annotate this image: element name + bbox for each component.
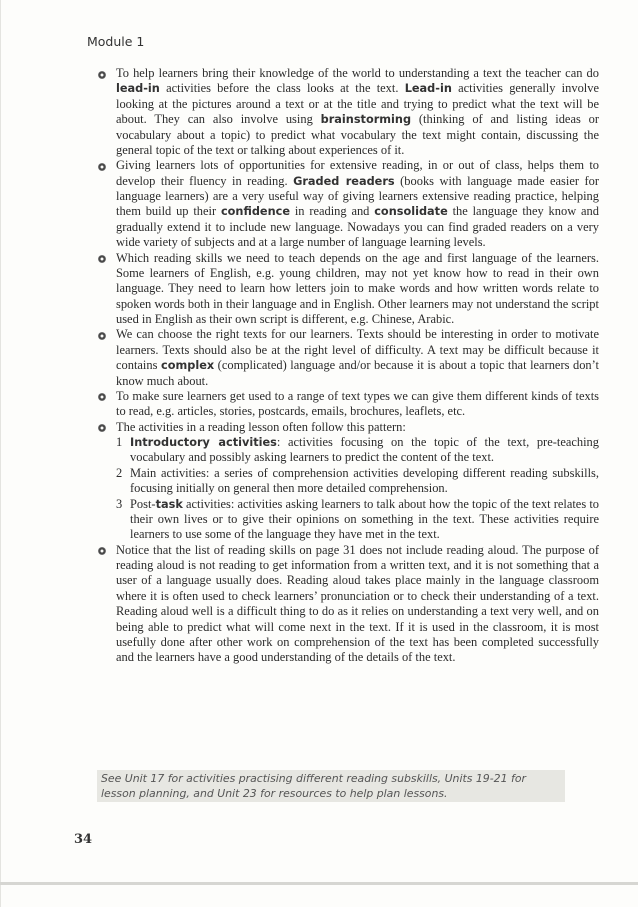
key-term: complex [161, 359, 215, 373]
bullet-icon [98, 393, 106, 401]
list-item [97, 420, 599, 543]
text-run: Giving learners lots of opportunities for extensive reading, in or out of class, helps them to develop their fluency in reading. [116, 158, 599, 188]
text-run: Main activities: a series of comprehension activities developing different reading subskills, focusing initially on general then more detailed comprehension. [130, 465, 599, 496]
bullet-text [116, 420, 599, 435]
bullet-icon [98, 547, 106, 555]
text-run: (complicated) language and/or because it is about a topic that learners don’t know much about. [116, 358, 599, 388]
text-run: To make sure learners get used to a range of text types we can give them different kinds of texts to read, e.g. articles, stories, postcards, emails, brochures, leaflets, etc. [116, 388, 599, 419]
page-body [97, 66, 599, 666]
bullet-text [116, 327, 599, 389]
text-run: activities: activities asking learners to talk about how the topic of the text relates to their own lives or to give their opinions on something in the text. These activities require learners to use some of the language they have met in the text. [130, 496, 599, 542]
item-number: 1 [116, 435, 123, 449]
text-run: the language they know and gradually extend it to include new language. Nowadays you can find graded readers on a very wide variety of subjects and at a large number of language learning levels. [116, 204, 599, 250]
list-item [97, 327, 599, 389]
numbered-item [116, 435, 599, 466]
text-run: : activities focusing on the topic of the text, pre-teaching vocabulary and possibly asking learners to predict the content of the text. [130, 435, 599, 465]
text-run: (thinking of and listing ideas or vocabulary about a topic) to predict what vocabulary the text might contain, discussing the general topic of the text or talking about experiences of it. [116, 112, 599, 157]
text-run: (books with language made easier for language learners) are a very useful way of giving learners extensive reading practice, helping them build up their [116, 173, 599, 219]
text-run: Which reading skills we need to teach depends on the age and first language of the learners. Some learners of English, e.g. young children, may not yet know how to read in their own language. They need to learn how letters join to make words and how written words relate to spoken words both in their language and in English. Other learners may not understand the script used in English as their own script is different, e.g. Chinese, Arabic. [116, 250, 599, 326]
text-run: in reading and [290, 204, 375, 219]
item-text [130, 435, 599, 464]
key-term: task [155, 497, 183, 511]
text-run: We can choose the right texts for our learners. Texts should be interesting in order to motivate learners. Texts should also be at the right level of difficulty. A text may be difficult because it contains [116, 327, 599, 373]
bullet-icon [98, 71, 106, 79]
bullet-icon [98, 424, 106, 432]
bullet-icon [98, 332, 106, 340]
key-term: brainstorming [320, 113, 412, 127]
item-number: 3 [116, 496, 123, 511]
key-term: Lead-in [404, 82, 452, 96]
bullet-list [97, 66, 599, 666]
key-term: confidence [220, 205, 290, 219]
item-text [130, 466, 599, 495]
text-run: Notice that the list of reading skills on page 31 does not include reading aloud. The purpose of reading aloud is not reading to get information from a written text, and it is not something that a user of a language usually does. Reading aloud takes place mainly in the language classroom where it is often used to check learners’ pronunciation or to check their understanding of a text. Reading aloud well is a difficult thing to do as it relies on understanding a text very well, and on being able to predict what will come next in the text. If it is used in the classroom, it is most usefully done after other work on comprehension of the text has been completed successfully and the learners have a good understanding of the details of the text. [116, 542, 599, 665]
list-item [97, 158, 599, 250]
page-number: 34 [74, 832, 93, 847]
numbered-item [116, 466, 599, 497]
numbered-item [116, 497, 599, 543]
list-item [97, 389, 599, 420]
bullet-text [116, 389, 599, 420]
list-item [97, 543, 599, 666]
text-run: activities generally involve looking at the pictures around a text or at the title and trying to predict what the text will be about. They can also involve using [116, 81, 599, 127]
item-number: 2 [116, 465, 123, 480]
text-run: The activities in a reading lesson often follow this pattern: [116, 419, 406, 434]
scan-edge [0, 0, 1, 907]
bullet-text [116, 66, 599, 158]
list-item [97, 251, 599, 328]
bullet-icon [98, 255, 106, 263]
lesson-pattern-list [116, 435, 599, 543]
bullet-icon [98, 163, 106, 171]
key-term: Introductory activities [130, 436, 277, 449]
key-term: Graded readers [293, 174, 395, 188]
item-text [130, 497, 599, 542]
bullet-text [116, 543, 599, 666]
module-header: Module 1 [87, 34, 145, 49]
text-run: activities before the class looks at the text. [159, 81, 405, 96]
key-term: consolidate [374, 205, 448, 219]
list-item [97, 66, 599, 158]
bottom-rule [0, 882, 638, 885]
bullet-text [116, 251, 599, 328]
text-run: To help learners bring their knowledge of the world to understanding a text the teacher can do [116, 66, 599, 80]
cross-reference-note: See Unit 17 for activities practising different reading subskills, Units 19-21 for lesson planning, and Unit 23 for resources to help plan lessons. [97, 770, 565, 802]
bullet-text [116, 158, 599, 250]
text-run: Post- [130, 496, 156, 511]
key-term: lead-in [116, 82, 160, 96]
